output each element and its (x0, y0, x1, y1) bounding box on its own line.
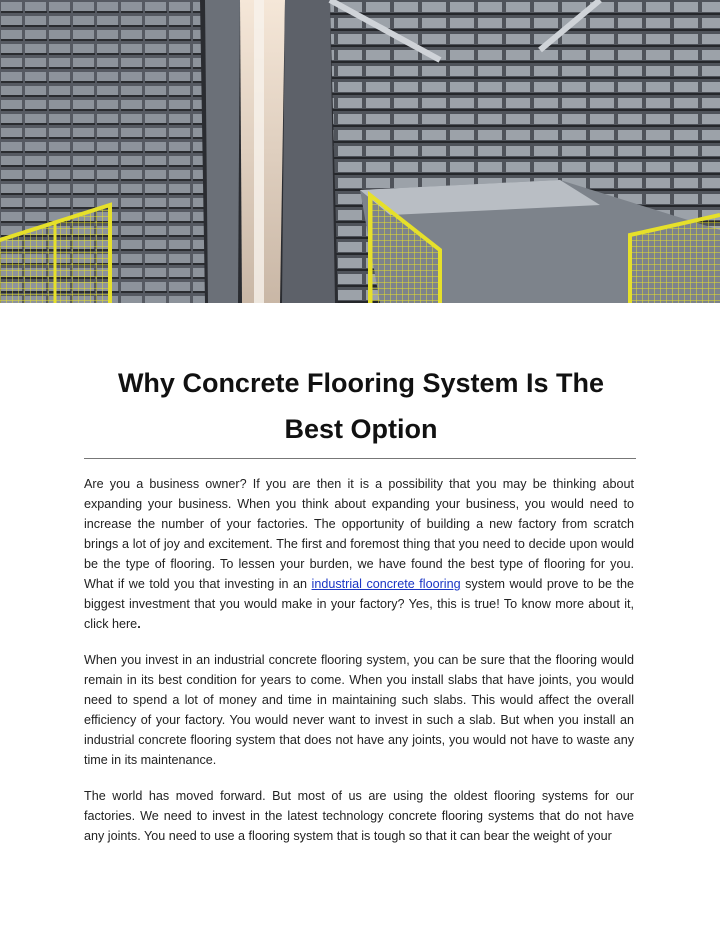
industrial-concrete-flooring-link[interactable]: industrial concrete flooring (311, 577, 461, 591)
paragraph-1 (84, 474, 634, 634)
warehouse-illustration (0, 0, 720, 303)
article-body (84, 474, 634, 862)
paragraph-1-text-b: system would prove to be the biggest investment that you would make in your factory? Yes, this is true! To know more about it, click here (84, 577, 634, 631)
title-divider (84, 458, 636, 459)
page-title: Why Concrete Flooring System Is The Best Option (117, 368, 605, 444)
paragraph-1-text-a: Are you a business owner? If you are then it is a possibility that you may be thinking about expanding your business. When you think about expanding your business, you would need to increase the number of your factories. The opportunity of building a new factory from scratch brings a lot of joy and excitement. The first and foremost thing that you need to decide upon would be the type of flooring. To lessen your burden, we have found the best type of flooring for you. What if we told you that investing in an (84, 477, 634, 591)
hero-image (0, 0, 720, 303)
paragraph-1-end: . (137, 617, 141, 631)
paragraph-2: When you invest in an industrial concrete flooring system, you can be sure that the flooring would remain in its best condition for years to come. When you install slabs that have joints, you would need to spend a lot of money and time in maintaining such slabs. This would affect the overall efficiency of your factory. You would never want to invest in such a slab. But when you install an industrial concrete flooring system that does not have any joints, you would not have to waste any time in its maintenance. (84, 653, 634, 767)
paragraph-3: The world has moved forward. But most of us are using the oldest flooring systems for our factories. We need to invest in the latest technology concrete flooring systems that do not have any joints. You need to use a flooring system that is tough so that it can bear the weight of your (84, 789, 634, 843)
